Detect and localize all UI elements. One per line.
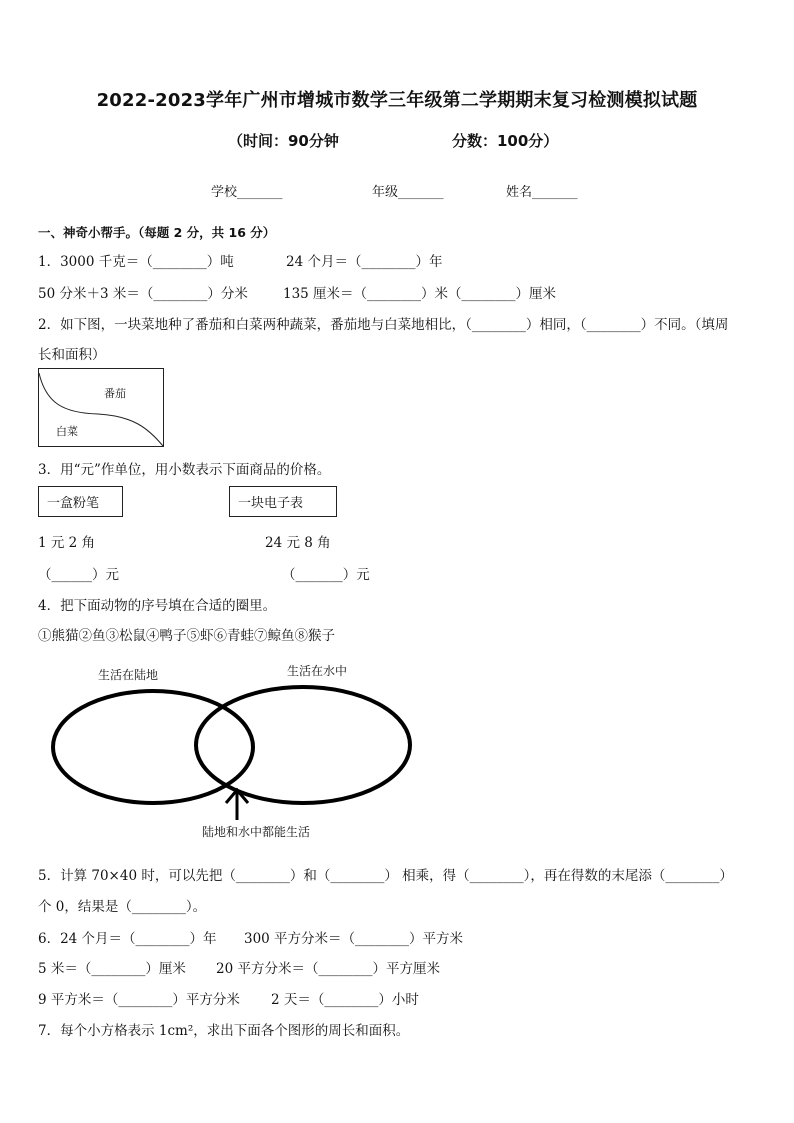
item-box-watch bbox=[229, 486, 337, 517]
q6-e: 9 平方米＝（________）平方分米 bbox=[38, 992, 240, 1008]
answer-watch: （_______）元 bbox=[282, 567, 370, 583]
q2-line2: 长和面积） bbox=[38, 347, 106, 363]
item-box-chalk bbox=[38, 486, 123, 517]
name-field: 姓名_______ bbox=[506, 185, 578, 200]
label-water: 生活在水中 bbox=[287, 664, 348, 678]
section-heading: 一、神奇小帮手。（每题 2 分，共 16 分） bbox=[38, 225, 276, 240]
q5-line2: 个 0，结果是（________）。 bbox=[38, 899, 207, 915]
item-chalk-label: 一盒粉笔 bbox=[47, 496, 100, 511]
school-field: 学校_______ bbox=[211, 185, 283, 200]
q1-b: 24 个月＝（________）年 bbox=[286, 254, 443, 270]
q5-line1: 5．计算 70×40 时，可以先把（________）和（________） 相乘，得（________），再在得数的末尾添（________） bbox=[38, 868, 733, 884]
q7-line1: 7．每个小方格表示 1cm²，求出下面各个图形的周长和面积。 bbox=[38, 1023, 410, 1039]
grade-field: 年级_______ bbox=[372, 185, 444, 200]
price-chalk: 1 元 2 角 bbox=[38, 535, 96, 551]
answer-chalk: （______）元 bbox=[38, 567, 119, 583]
q6-a: 6．24 个月＝（________）年 bbox=[38, 931, 217, 947]
item-watch-label: 一块电子表 bbox=[238, 496, 304, 511]
label-land: 生活在陆地 bbox=[98, 668, 159, 682]
q1-d: 135 厘米＝（________）米（________）厘米 bbox=[283, 286, 557, 302]
q6-c: 5 米＝（________）厘米 bbox=[38, 961, 186, 977]
q3-intro: 3．用“元”作单位，用小数表示下面商品的价格。 bbox=[38, 462, 331, 478]
label-cabbage: 白菜 bbox=[56, 425, 78, 438]
price-watch: 24 元 8 角 bbox=[265, 535, 331, 551]
q2-line1: 2．如下图，一块菜地种了番茄和白菜两种蔬菜，番茄地与白菜地相比，（________）相同，（________）不同。（填周 bbox=[38, 317, 729, 333]
exam-score: 分数：100分） bbox=[452, 132, 559, 150]
q1-a: 1．3000 千克＝（________）吨 bbox=[38, 254, 234, 270]
label-tomato: 番茄 bbox=[104, 387, 126, 400]
label-both: 陆地和水中都能生活 bbox=[202, 825, 311, 839]
q1-c: 50 分米＋3 米＝（________）分米 bbox=[38, 286, 248, 302]
venn-diagram bbox=[40, 680, 430, 825]
q6-f: 2 天＝（________）小时 bbox=[271, 992, 419, 1008]
page-title: 2022-2023学年广州市增城市数学三年级第二学期期末复习检测模拟试题 bbox=[96, 90, 698, 111]
water-circle bbox=[196, 687, 410, 803]
q4-intro: 4．把下面动物的序号填在合适的圈里。 bbox=[38, 598, 277, 614]
exam-time: （时间：90分钟 bbox=[228, 132, 339, 150]
q4-animals: ①熊猫②鱼③松鼠④鸭子⑤虾⑥青蛙⑦鲸鱼⑧猴子 bbox=[38, 628, 335, 644]
q6-b: 300 平方分米＝（________）平方米 bbox=[244, 931, 464, 947]
q6-d: 20 平方分米＝（________）平方厘米 bbox=[216, 961, 440, 977]
